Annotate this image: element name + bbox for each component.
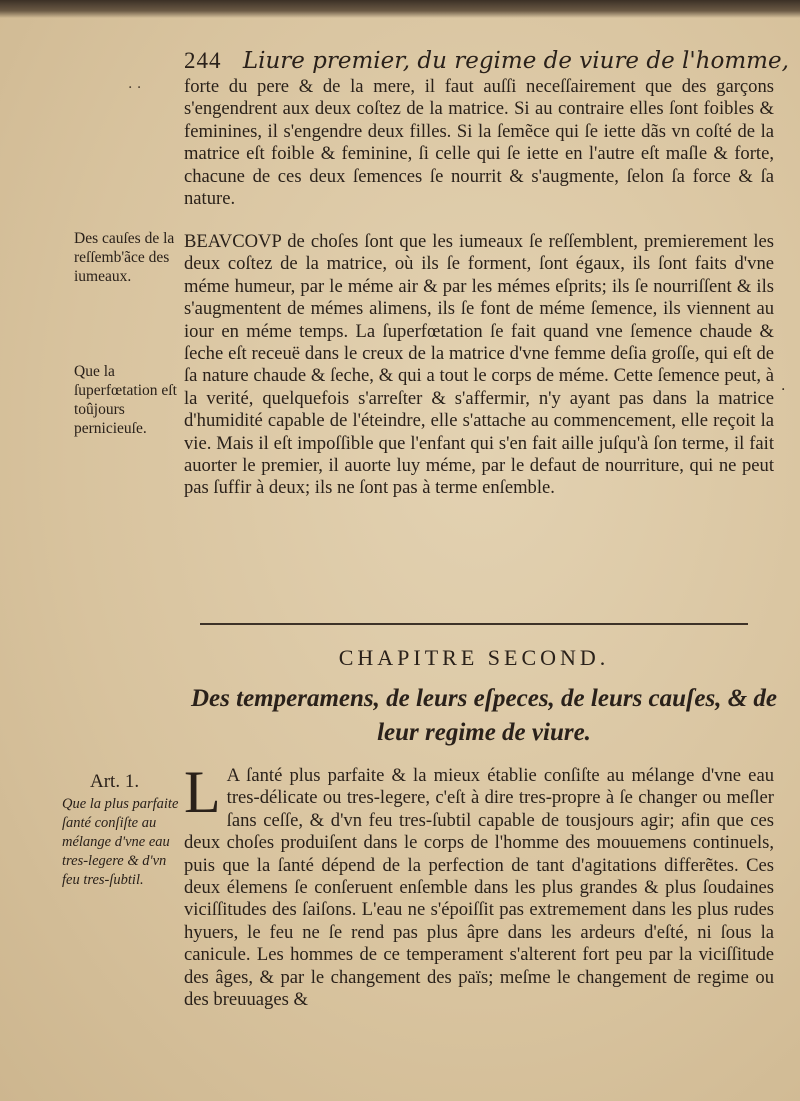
margin-note-superfetation: Que la ſuperfœtation eſt toûjours pernicieuſe. <box>74 363 177 437</box>
chapter-rule <box>200 623 748 625</box>
paragraph-3 <box>184 759 774 1011</box>
running-header <box>184 46 789 76</box>
chapter-subtitle: Des temperamens, de leurs eſpeces, de leurs cauſes, & de leur regime de viure. <box>191 685 777 746</box>
drop-cap: L <box>184 759 221 825</box>
paragraph-3-text: A ſanté plus parfaite & la mieux établie conſiſte au mélange d'vne eau tres-délicate ou tres-legere, c'eſt à dire tres-propre à ſe changer ou meſler ſans ceſſe, & d'vn feu tres-ſubtil capable de tousjours agir; afin que ces deux choſes produiſent dans le corps de l'homme des mouuemens continuels, puis que la ſanté dépend de la perfection de tant d'agitations differẽtes. Ces deux élemens ſe conſeruent enſemble dans les plus grandes & plus ſoudaines viciſſitudes des ſaiſons. L'eau ne s'époiſſit pas extremement dans les plus rudes hyuers, le feu ne ſe rend pas plus âpre dans les ardeurs d'eſté, ni ſous la canicule. Les hommes de ce temperament s'alterent fort peu par la viciſſitude des âges, & par le changement des païs; meſme le changement de regime ou des breuuages & <box>184 765 774 1011</box>
chapter-heading: CHAPITRE SECOND. <box>338 645 610 670</box>
paragraph-2: BEAVCOVP de choſes ſont que les iumeaux ſe reſſemblent, premierement les deux coſtez de la matrice, où ils ſe forment, ſont égaux, ils ſont faits d'vne méme humeur, par le méme air & par les mémes eſprits; ils ſe nourriſſent & ils s'augmentent de mémes alimens, ils ſe font de méme ſemence, ils viennent au iour en méme temps. La ſuperfœtation ſe fait quand vne ſemence chaude & ſeche eſt receuë dans le creux de la matrice d'vne femme deſia groſſe, qui eſt de ſa nature chaude & ſeche, & qui a tout le corps de méme. Cette ſemence peut, à la verité, quelquefois s'arreſter & s'affermir, n'y ayant pas dans la matrice d'humidité capable de l'éteindre, elle s'attache au commencement, elle reçoit la vie. Mais il eſt impoſſible que l'enfant qui s'en fait aille juſqu'à ſon terme, il fait auorter le premier, il auorte luy méme, par le defaut de nourriture, qui ne peut pas ſuffir à deux; ils ne ſont pas à terme enſemble. <box>184 231 774 499</box>
margin-mark: · · <box>128 80 142 96</box>
margin-note-twins: Des cauſes de la reſſemb'ãce des iumeaux. <box>74 230 175 285</box>
paragraph-1: forte du pere & de la mere, il faut auſſi neceſſairement que des garçons s'engendrent aux deux coſtez de la matrice. Si au contraire elles ſont foibles & feminines, il s'engendre deux filles. Si la ſemẽce qui ſe iette dãs vn coſté de la matrice eſt foible & feminine, ſi celle qui ſe iette en l'autre eſt maſle & forte, chacune de ces deux ſemences ſe nourrit & s'augmente, ſelon ſa force & ſa nature. <box>184 76 774 210</box>
page-number: 244 <box>184 48 222 73</box>
page-top-edge <box>0 0 800 18</box>
running-title: Liure premier, du regime de viure de l'homme, <box>242 48 789 74</box>
margin-dot: · <box>781 382 786 398</box>
margin-note-health: Que la plus parfaite ſanté conſiſte au mélange d'vne eau tres-legere & d'vn feu tres-ſubtil. <box>62 796 179 888</box>
article-label: Art. 1. <box>90 771 140 792</box>
